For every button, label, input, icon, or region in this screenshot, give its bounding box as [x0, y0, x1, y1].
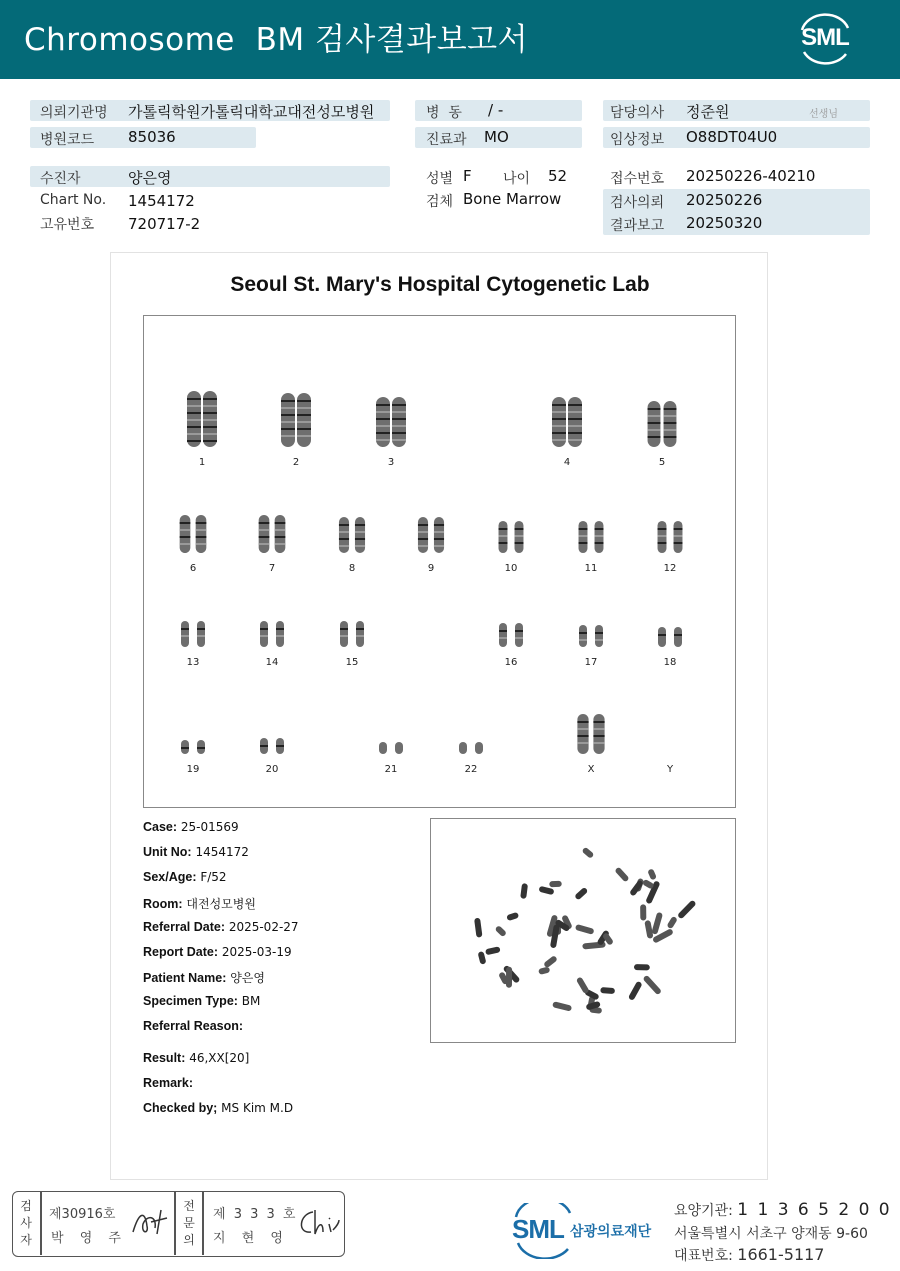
unit-value: 1454172: [195, 845, 249, 859]
result-value: 46,XX[20]: [189, 1051, 250, 1065]
dept-value: MO: [484, 128, 509, 146]
metaphase-chromosome: [628, 981, 643, 1001]
header-bar: [0, 0, 900, 79]
chromosome-label-14: 14: [265, 657, 279, 668]
tester-name: 박 영 주: [51, 1231, 127, 1246]
reception-label: 접수번호: [610, 171, 665, 187]
result-line: [143, 1051, 249, 1065]
metaphase-chromosome: [485, 946, 501, 955]
reception-value: 20250226-40210: [686, 167, 816, 185]
result-report-value: 20250320: [686, 214, 763, 232]
report-date-line: [143, 945, 292, 959]
specimen-label: 검체: [426, 194, 454, 210]
chromosome-label-22: 22: [464, 764, 478, 775]
metaphase-spread: [430, 818, 736, 1043]
metaphase-chromosome: [576, 976, 590, 994]
unique-no-label: 고유번호: [40, 217, 95, 233]
clinical-label: 임상정보: [610, 132, 665, 148]
phone-line: [674, 1245, 824, 1265]
chart-no-value: 1454172: [128, 192, 195, 210]
stamp-divider: [40, 1192, 42, 1255]
chromosome-label-19: 19: [186, 764, 200, 775]
chromosome-pair-4: [552, 397, 582, 447]
chromosome-label-12: 12: [663, 563, 677, 574]
sex-label: 성별: [426, 171, 454, 187]
chromosome-label-21: 21: [384, 764, 398, 775]
metaphase-chromosome: [642, 975, 662, 996]
metaphase-chromosome: [574, 887, 588, 901]
ward-label: 병 동: [426, 105, 462, 121]
chromosome-pair-19: [181, 740, 205, 754]
metaphase-chromosome: [640, 904, 646, 920]
age-label: 나이: [503, 171, 531, 187]
metaphase-chromosome: [549, 881, 562, 888]
tester-signature-icon: [127, 1204, 173, 1240]
dept-label: 진료과: [426, 132, 467, 148]
chromosome-pair-13: [181, 621, 205, 647]
result-label: Result:: [143, 1051, 186, 1065]
referral-date-label: Referral Date:: [143, 920, 225, 934]
metaphase-chromosome: [634, 964, 650, 970]
metaphase-chromosome: [575, 924, 595, 935]
metaphase-chromosome: [651, 912, 663, 935]
metaphase-chromosome: [644, 920, 653, 939]
case-line: [143, 820, 239, 834]
phone-label: 대표번호:: [674, 1248, 738, 1264]
chromosome-label-17: 17: [584, 657, 598, 668]
chart-no-label: Chart No.: [40, 192, 107, 208]
metaphase-chromosome: [543, 955, 558, 968]
tester-license-no: 제30916호: [49, 1207, 116, 1222]
metaphase-chromosome: [538, 966, 550, 974]
chromosome-label-1: 1: [198, 457, 206, 468]
chromosome-pair-5: [648, 401, 677, 447]
chromosome-label-15: 15: [345, 657, 359, 668]
request-label: 검사의뢰: [610, 195, 665, 211]
chromosome-pair-6: [180, 515, 207, 553]
metaphase-chromosome: [506, 967, 512, 988]
tester-vertical-2: 사: [20, 1216, 32, 1230]
tester-vertical-3: 자: [20, 1233, 32, 1247]
specialist-vertical-3: 의: [183, 1233, 195, 1247]
room-value: 대전성모병원: [186, 897, 256, 911]
chromosome-pair-7: [259, 515, 286, 553]
case-value: 25-01569: [180, 820, 239, 834]
chromosome-label-9: 9: [427, 563, 435, 574]
sex-value: F: [463, 167, 472, 185]
specialist-vertical-1: 전: [183, 1199, 195, 1213]
chromosome-pair-1: [187, 391, 217, 447]
metaphase-chromosome: [614, 867, 629, 883]
hospital-code-value: 85036: [128, 128, 176, 146]
metaphase-chromosome: [474, 918, 482, 938]
metaphase-image: [431, 819, 735, 1042]
karyogram-image: [144, 316, 735, 807]
specimen-value: Bone Marrow: [463, 190, 562, 208]
remark-line: [143, 1076, 193, 1090]
specimen-type-label: Specimen Type:: [143, 994, 238, 1008]
sml-logo: [796, 12, 854, 66]
unit-line: [143, 845, 249, 859]
tester-vertical-1: 검: [20, 1199, 32, 1213]
patient-name-value: 양은영: [230, 971, 265, 985]
chromosome-label-13: 13: [186, 657, 200, 668]
chromosome-label-7: 7: [268, 563, 276, 574]
metaphase-chromosome: [600, 987, 615, 994]
report-date-label: Report Date:: [143, 945, 219, 959]
sexage-value: F/52: [200, 870, 227, 884]
metaphase-chromosome: [666, 916, 678, 929]
referral-reason-line: [143, 1019, 243, 1033]
sexage-label: Sex/Age:: [143, 870, 197, 884]
checked-value: MS Kim M.D: [221, 1101, 294, 1115]
chromosome-pair-14: [260, 621, 284, 647]
ward-value: / -: [488, 101, 504, 119]
checked-line: [143, 1101, 293, 1115]
chromosome-label-6: 6: [189, 563, 197, 574]
specialist-license-no: 제 3 3 3 호: [213, 1207, 298, 1222]
chromosome-pair-20: [260, 738, 284, 754]
footer-address: 서울특별시 서초구 양재동 9-60: [674, 1226, 868, 1242]
metaphase-chromosome: [677, 900, 697, 920]
chromosome-label-2: 2: [292, 457, 300, 468]
chromosome-label-3: 3: [387, 457, 395, 468]
header-logo-text: SML: [801, 24, 849, 51]
specimen-type-line: [143, 994, 260, 1008]
specialist-signature-icon: [293, 1204, 341, 1240]
referral-date-line: [143, 920, 299, 934]
karyogram: [143, 315, 736, 808]
clinical-value: O88DT04U0: [686, 128, 778, 146]
chromosome-pair-15: [340, 621, 364, 647]
chromosome-label-11: 11: [584, 563, 598, 574]
chromosome-pair-17: [579, 625, 603, 647]
hospital-code-label: 병원코드: [40, 132, 95, 148]
request-value: 20250226: [686, 191, 763, 209]
chromosome-label-4: 4: [563, 457, 571, 468]
chromosome-pair-18: [658, 627, 682, 647]
case-label: Case:: [143, 820, 178, 834]
room-label: Room:: [143, 897, 183, 911]
doctor-label: 담당의사: [610, 105, 665, 121]
metaphase-chromosome: [495, 925, 508, 937]
unique-no-value: 720717-2: [128, 215, 201, 233]
metaphase-chromosome: [629, 879, 644, 896]
chromosome-label-20: 20: [265, 764, 279, 775]
metaphase-chromosome: [552, 1001, 572, 1011]
specimen-type-value: BM: [241, 994, 261, 1008]
stamp-divider-2: [174, 1192, 176, 1255]
chromosome-label-10: 10: [504, 563, 518, 574]
chromosome-pair-8: [339, 517, 365, 553]
patient-name-line: [143, 969, 265, 986]
karyotype-report: [110, 252, 768, 1180]
institution-label: 의뢰기관명: [40, 105, 108, 121]
chromosome-label-5: 5: [658, 457, 666, 468]
chromosome-pair-3: [376, 397, 406, 447]
metaphase-chromosome: [520, 883, 528, 899]
lab-title: Seoul St. Mary's Hospital Cytogenetic Lab: [230, 273, 650, 296]
specialist-name: 지 현 영: [213, 1231, 289, 1246]
referral-date-value: 2025-02-27: [228, 920, 299, 934]
metaphase-chromosome: [581, 847, 594, 859]
sml-foundation-logo: [512, 1203, 662, 1253]
chromosome-label-X: X: [587, 764, 595, 775]
chromosome-pair-2: [281, 393, 311, 447]
foundation-name: 삼광의료재단: [570, 1224, 652, 1240]
chromosome-label-8: 8: [348, 563, 356, 574]
patient-bar: [30, 166, 390, 187]
report-date-value: 2025-03-19: [221, 945, 292, 959]
chromosome-label-18: 18: [663, 657, 677, 668]
phone-value: 1661-5117: [737, 1245, 825, 1264]
chromosome-pair-22: [459, 742, 483, 754]
institution-value: 가톨릭학원가톨릭대학교대전성모병원: [128, 103, 375, 121]
institution-code-label: 요양기관:: [674, 1203, 738, 1219]
chromosome-pair-11: [579, 521, 604, 553]
age-value: 52: [548, 167, 568, 185]
doctor-suffix: 선생님: [809, 109, 838, 120]
result-report-label: 결과보고: [610, 218, 665, 234]
institution-code-value: 1 1 3 6 5 2 0 0: [737, 1200, 892, 1220]
stamp-divider-3: [202, 1192, 204, 1255]
metaphase-chromosome: [647, 868, 657, 880]
institution-code-line: [674, 1200, 892, 1220]
chromosome-pair-21: [379, 742, 403, 754]
metaphase-chromosome: [478, 951, 487, 965]
patient-name-label: Patient Name:: [143, 971, 227, 985]
patient-label: 수진자: [40, 171, 81, 187]
room-line: [143, 895, 256, 912]
foundation-logo-text: SML: [512, 1214, 564, 1244]
specialist-vertical-2: 문: [183, 1216, 195, 1230]
chromosome-pair-X: [577, 714, 604, 754]
remark-label: Remark:: [143, 1076, 194, 1090]
unit-label: Unit No:: [143, 845, 192, 859]
chromosome-pair-9: [418, 517, 444, 553]
report-title: Chromosome BM 검사결과보고서: [24, 22, 529, 58]
chromosome-pair-12: [658, 521, 683, 553]
patient-value: 양은영: [128, 169, 172, 187]
checked-label: Checked by;: [143, 1101, 218, 1115]
chromosome-label-Y: Y: [666, 764, 674, 775]
metaphase-chromosome: [506, 912, 519, 921]
sexage-line: [143, 870, 227, 884]
chromosome-label-16: 16: [504, 657, 518, 668]
referral-reason-label: Referral Reason:: [143, 1019, 244, 1033]
chromosome-pair-10: [499, 521, 524, 553]
metaphase-chromosome: [538, 886, 554, 895]
signature-stamp-box: [12, 1191, 345, 1257]
chromosome-pair-16: [499, 623, 523, 647]
doctor-value: 정준원: [686, 103, 730, 121]
